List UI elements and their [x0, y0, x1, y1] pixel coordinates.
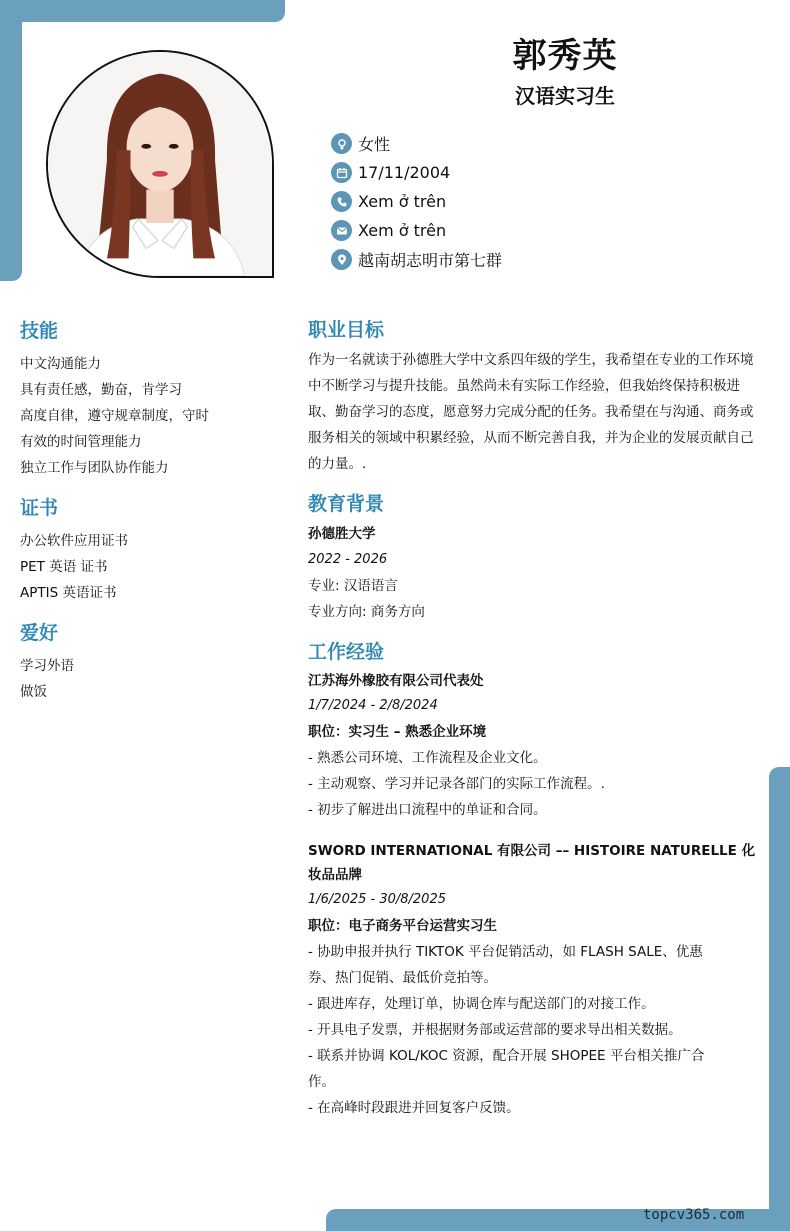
skill-item: 独立工作与团队协作能力 [20, 460, 169, 476]
job-position: 职位：电子商务平台运营实习生 [308, 918, 497, 934]
job-duty: - 在高峰时段跟进并回复客户反馈。 [308, 1100, 520, 1116]
education-years: 2022 - 2026 [308, 552, 388, 567]
job-duty: - 开具电子发票，并根据财务部或运营部的要求导出相关数据。 [308, 1022, 682, 1038]
calendar-icon [331, 162, 352, 183]
skill-item: 具有责任感，勤奋，肯学习 [20, 382, 182, 398]
job-duty: - 主动观察、学习并记录各部门的实际工作流程。. [308, 776, 605, 792]
job-company: 江苏海外橡胶有限公司代表处 [308, 673, 484, 689]
watermark: topcv365.com [643, 1207, 745, 1223]
job-duty: - 熟悉公司环境、工作流程及企业文化。 [308, 750, 547, 766]
certificate-item: PET 英语 证书 [20, 559, 108, 575]
candidate-role: 汉语实习生 [515, 84, 615, 108]
contact-address [331, 245, 502, 274]
job-position: 职位：实习生 – 熟悉企业环境 [308, 724, 487, 740]
certificate-item: 办公软件应用证书 [20, 533, 128, 549]
education-school: 孙德胜大学 [308, 526, 376, 542]
contact-birthday [331, 158, 502, 187]
job-period: 1/7/2024 - 2/8/2024 [308, 698, 438, 713]
certificates-title: 证书 [20, 497, 59, 519]
location-icon [331, 249, 352, 270]
job-entry [308, 669, 758, 823]
certificates-section [20, 495, 280, 606]
decor-top-bar [0, 0, 285, 22]
contact-email-text: Xem ở trên [358, 221, 447, 240]
contact-address-text: 越南胡志明市第七群 [358, 251, 503, 270]
right-column [308, 317, 758, 1137]
contact-email [331, 216, 502, 245]
profile-photo [46, 50, 274, 278]
education-major: 专业: 汉语语言 [308, 578, 398, 594]
hobbies-title: 爱好 [20, 622, 59, 644]
certificate-item: APTIS 英语证书 [20, 585, 117, 601]
skill-item: 中文沟通能力 [20, 356, 101, 372]
contact-gender [331, 129, 502, 158]
contact-phone-text: Xem ở trên [358, 192, 447, 211]
skills-section [20, 318, 280, 481]
job-duty: - 跟进库存，处理订单，协调仓库与配送部门的对接工作。 [308, 996, 655, 1012]
experience-title: 工作经验 [308, 641, 385, 663]
job-duty: - 初步了解进出口流程中的单证和合同。 [308, 802, 547, 818]
gender-icon [331, 133, 352, 154]
skill-item: 高度自律，遵守规章制度，守时 [20, 408, 209, 424]
hobbies-section [20, 620, 280, 705]
education-direction: 专业方向: 商务方向 [308, 604, 425, 620]
contact-list [331, 129, 502, 274]
objective-title: 职业目标 [308, 319, 385, 341]
job-company: SWORD INTERNATIONAL 有限公司 –– HISTOIRE NATURELLE 化妆品品牌 [308, 843, 756, 883]
job-entry [308, 839, 758, 1121]
objective-text: 作为一名就读于孙德胜大学中文系四年级的学生，我希望在专业的工作环境中不断学习与提升技能。虽然尚未有实际工作经验，但我始终保持积极进取、勤奋学习的态度，愿意努力完成分配的任务。我希望在与沟通、商务或服务相关的领域中积累经验，从而不断完善自我，并为企业的发展贡献自己的力量。. [308, 352, 754, 472]
candidate-name: 郭秀英 [512, 36, 618, 76]
contact-phone [331, 187, 502, 216]
phone-icon [331, 191, 352, 212]
contact-gender-text: 女性 [358, 135, 391, 154]
job-period: 1/6/2025 - 30/8/2025 [308, 892, 446, 907]
contact-birthday-text: 17/11/2004 [358, 163, 451, 182]
job-duty: - 协助申报并执行 TIKTOK 平台促销活动，如 FLASH SALE、优惠券、热门促销、最低价竞拍等。 [308, 944, 703, 986]
hobby-item: 做饭 [20, 684, 47, 700]
email-icon [331, 220, 352, 241]
skills-title: 技能 [20, 320, 59, 342]
skill-item: 有效的时间管理能力 [20, 434, 142, 450]
hobby-item: 学习外语 [20, 658, 74, 674]
left-column [20, 318, 280, 719]
education-entry [308, 521, 758, 625]
education-title: 教育背景 [308, 493, 385, 515]
job-duty: - 联系并协调 KOL/KOC 资源，配合开展 SHOPEE 平台相关推广合作。 [308, 1048, 705, 1090]
decor-left-bar [0, 0, 22, 281]
decor-right-bar [769, 767, 790, 1231]
